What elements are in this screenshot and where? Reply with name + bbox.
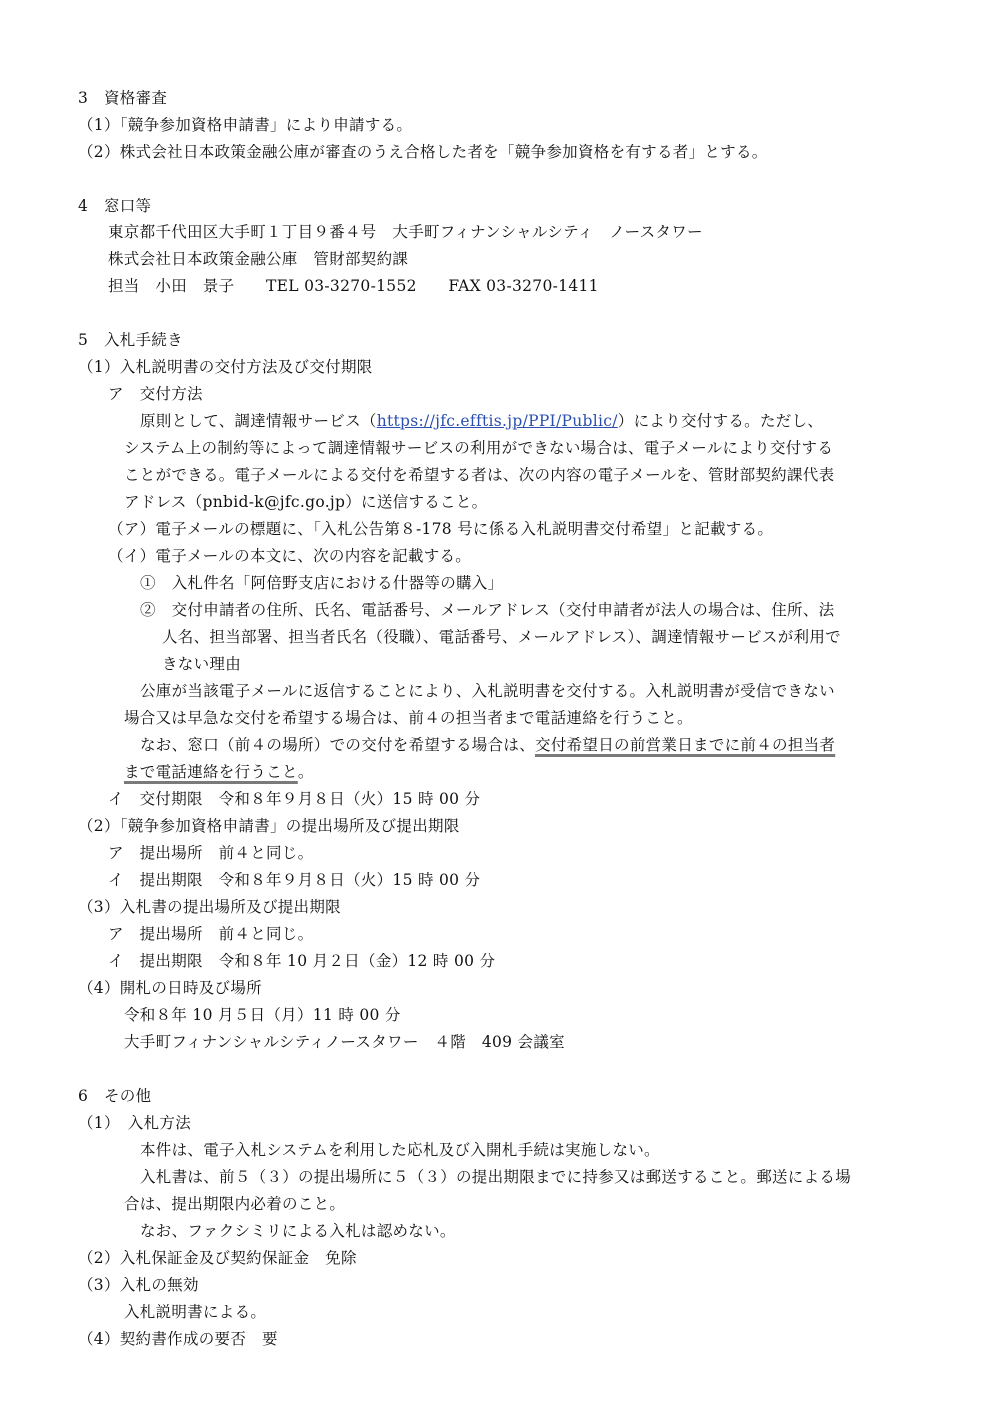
section-3-item-2: （2）株式会社日本政策金融公庫が審査のうえ合格した者を「競争参加資格を有する者」とする。 <box>78 143 768 161</box>
contact-organization: 株式会社日本政策金融公庫 管財部契約課 <box>108 250 409 268</box>
counter-note-line-2 <box>124 762 314 782</box>
section-5-item-1-heading: （1）入札説明書の交付方法及び交付期限 <box>78 358 373 376</box>
counter-note-emphasis: 交付希望日の前営業日までに前４の担当者 <box>535 736 836 754</box>
procurement-service-link[interactable]: https://jfc.efftis.jp/PPI/Public/ <box>376 412 618 430</box>
delivery-method-heading: ア 交付方法 <box>108 385 203 403</box>
bid-opening-datetime: 令和８年 10 月５日（月）11 時 00 分 <box>124 1006 401 1024</box>
email-subject-instruction: （ア）電子メールの標題に、「入札公告第８-178 号に係る入札説明書交付希望」と記載する。 <box>108 520 774 538</box>
email-body-item-2-line-2: 人名、担当部署、担当者氏名（役職）、電話番号、メールアドレス）、調達情報サービスが利用で <box>162 628 841 646</box>
contact-address: 東京都千代田区大手町１丁目９番４号 大手町フィナンシャルシティ ノースタワー <box>108 223 703 241</box>
section-4-heading: 4 窓口等 <box>78 197 152 215</box>
application-submit-place: ア 提出場所 前４と同じ。 <box>108 844 314 862</box>
section-3-item-1: （1）「競争参加資格申請書」により申請する。 <box>78 116 413 134</box>
section-6-item-4: （4）契約書作成の要否 要 <box>78 1330 278 1348</box>
contact-person: 担当 小田 景子 TEL 03-3270-1552 FAX 03-3270-1411 <box>108 277 599 295</box>
delivery-method-line-1 <box>140 411 823 431</box>
delivery-method-text-pre: 原則として、調達情報サービス（ <box>140 412 377 430</box>
counter-note-emphasis-2: まで電話連絡を行うこと <box>124 763 298 781</box>
email-body-item-2-line-1: ② 交付申請者の住所、氏名、電話番号、メールアドレス（交付申請者が法人の場合は、住所、法 <box>140 601 835 619</box>
section-5-heading: 5 入札手続き <box>78 331 183 349</box>
bid-submit-place: ア 提出場所 前４と同じ。 <box>108 925 314 943</box>
email-body-instruction: （イ）電子メールの本文に、次の内容を記載する。 <box>108 547 472 565</box>
section-5-item-2-heading: （2）「競争参加資格申請書」の提出場所及び提出期限 <box>78 817 460 835</box>
counter-note-line-1 <box>140 735 835 755</box>
delivery-method-line-3: ことができる。電子メールによる交付を希望する者は、次の内容の電子メールを、管財部契約課代表 <box>124 466 835 484</box>
bid-submit-deadline: イ 提出期限 令和８年 10 月２日（金）12 時 00 分 <box>108 952 496 970</box>
bid-method-line-2: 入札書は、前５（３）の提出場所に５（３）の提出期限までに持参又は郵送すること。郵送による場 <box>140 1168 852 1186</box>
application-submit-deadline: イ 提出期限 令和８年９月８日（火）15 時 00 分 <box>108 871 481 889</box>
email-body-item-2-line-3: きない理由 <box>162 655 242 673</box>
section-5-item-3-heading: （3）入札書の提出場所及び提出期限 <box>78 898 341 916</box>
delivery-method-text-post: ）により交付する。ただし、 <box>617 412 824 430</box>
bid-opening-place: 大手町フィナンシャルシティノースタワー ４階 409 会議室 <box>124 1033 565 1051</box>
delivery-deadline: イ 交付期限 令和８年９月８日（火）15 時 00 分 <box>108 790 481 808</box>
section-5-item-4-heading: （4）開札の日時及び場所 <box>78 979 262 997</box>
email-body-item-1: ① 入札件名「阿倍野支店における什器等の購入」 <box>140 574 504 592</box>
bid-method-line-3: 合は、提出期限内必着のこと。 <box>124 1195 346 1213</box>
counter-note-text: なお、窓口（前４の場所）での交付を希望する場合は、 <box>140 736 536 754</box>
section-3-heading: 3 資格審査 <box>78 89 168 107</box>
bid-method-line-1: 本件は、電子入札システムを利用した応札及び入開札手続は実施しない。 <box>140 1141 660 1159</box>
section-6-heading: 6 その他 <box>78 1087 152 1105</box>
section-6-item-3-heading: （3）入札の無効 <box>78 1276 199 1294</box>
section-6-item-2: （2）入札保証金及び契約保証金 免除 <box>78 1249 357 1267</box>
section-6-item-1-heading: （1） 入札方法 <box>78 1114 192 1132</box>
bid-method-line-4: なお、ファクシミリによる入札は認めない。 <box>140 1222 456 1240</box>
reply-note-line-2: 場合又は早急な交付を希望する場合は、前４の担当者まで電話連絡を行うこと。 <box>124 709 693 727</box>
delivery-method-line-2: システム上の制約等によって調達情報サービスの利用ができない場合は、電子メールにより交付する <box>124 439 834 457</box>
delivery-method-line-4: アドレス（pnbid-k@jfc.go.jp）に送信すること。 <box>124 493 488 511</box>
counter-note-end: 。 <box>297 763 314 781</box>
bid-invalid-text: 入札説明書による。 <box>124 1303 267 1321</box>
reply-note-line-1: 公庫が当該電子メールに返信することにより、入札説明書を交付する。入札説明書が受信できない <box>140 682 835 700</box>
